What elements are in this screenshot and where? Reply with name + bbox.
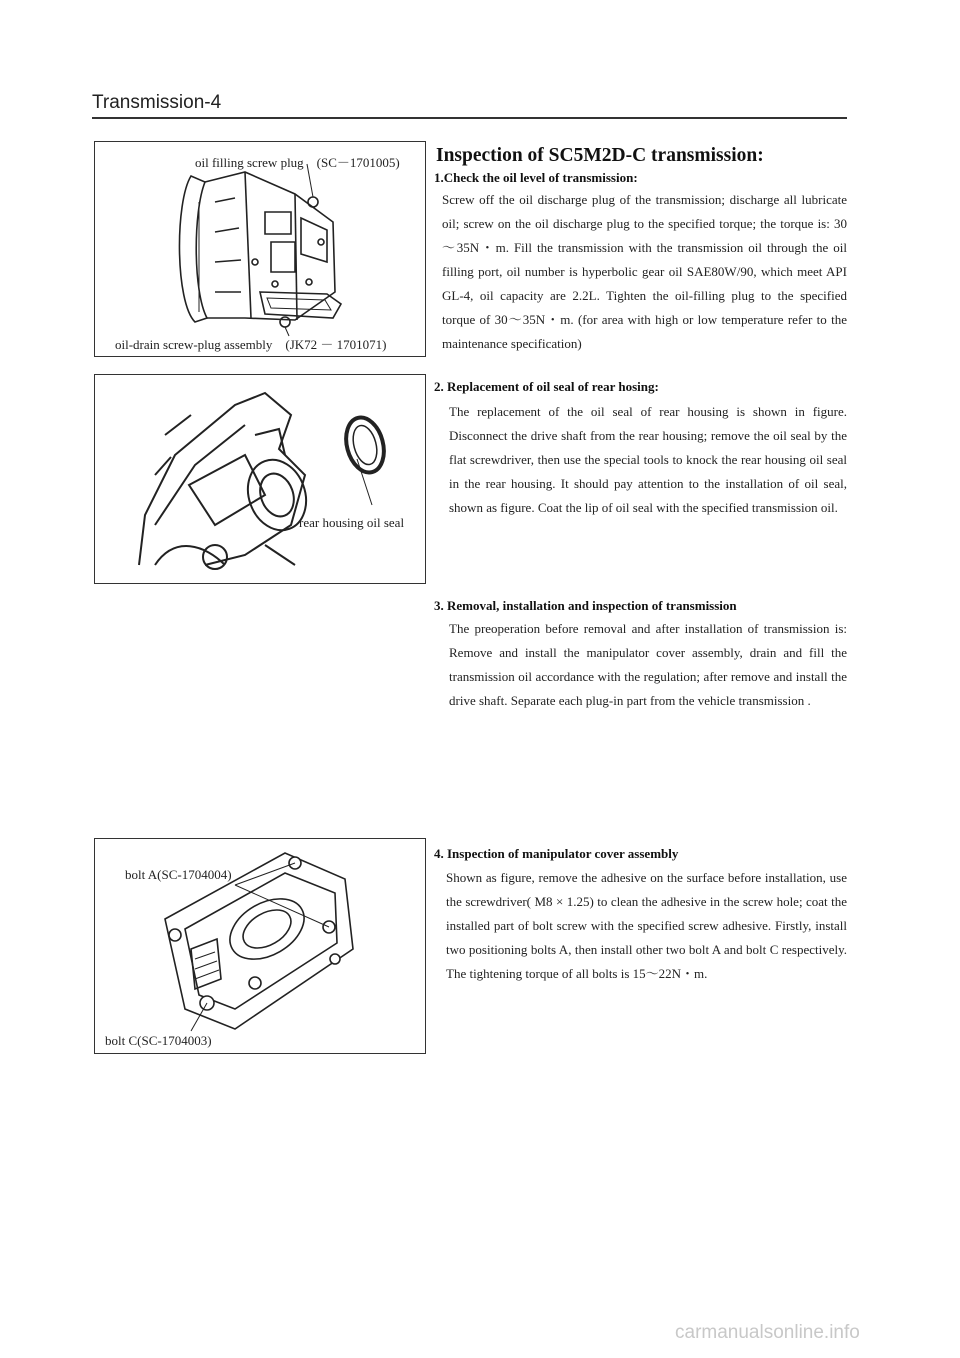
bolt-a-label: bolt A(SC-1704004) [125, 867, 232, 882]
figure-rear-housing-oil-seal [94, 374, 426, 584]
rear-housing-oil-seal-label: rear housing oil seal [299, 515, 405, 530]
section-1-heading: 1.Check the oil level of transmission: [434, 170, 638, 185]
transmission-illustration [95, 142, 425, 356]
section-4-body: Shown as figure, remove the adhesive on the surface before installation, use the screwdriver( M8 × 1.25) to clean the adhesive in the screw hole; coat the installed part of bolt screw with the specified screw adhesive. Firstly, install two positioning bolts A, then install other two bolt A and bolt C respectively. The tightening torque of all bolts is 15～22N・m. [446, 870, 847, 981]
bolt-c-label: bolt C(SC-1704003) [105, 1033, 212, 1048]
section-3-heading: 3. Removal, installation and inspection of transmission [434, 598, 737, 613]
page-header: Transmission-4 [92, 92, 222, 113]
main-title: Inspection of SC5M2D-C transmission: [436, 145, 764, 166]
section-1-body: Screw off the oil discharge plug of the transmission; discharge all lubricate oil; screw on the oil discharge plug to the specified torque; the torque is: 30～35N・m. Fill the transmission with the transmission oil through the oil filling port, oil number is hyperbolic gear oil SAE80W/90, which meet API GL-4, oil capacity are 2.2L. Tighten the oil-filling plug to the specified torque of 30～35N・m. (for area with high or low temperature refer to the maintenance specification) [442, 192, 847, 351]
header-rule [92, 117, 847, 119]
section-4-heading: 4. Inspection of manipulator cover assembly [434, 846, 679, 861]
figure-transmission-oil-plugs [94, 141, 426, 357]
section-3-body: The preoperation before removal and after installation of transmission is: Remove and install the manipulator cover assembly, drain and fill the transmission oil accordance with the regulation; after remove and install the drive shaft. Separate each plug-in part from the vehicle transmission . [449, 621, 847, 708]
rear-housing-illustration [95, 375, 425, 583]
oil-drain-plug-label: oil-drain screw-plug assembly (JK72 － 1701071) [115, 337, 387, 352]
section-2-body: The replacement of the oil seal of rear housing is shown in figure. Disconnect the drive shaft from the rear housing; remove the oil seal by the flat screwdriver, then use the special tools to knock the rear housing oil seal in the rear housing. It should pay attention to the installation of oil seal, shown as figure. Coat the lip of oil seal with the specified transmission oil. [449, 404, 847, 515]
section-2-heading: 2. Replacement of oil seal of rear hosing: [434, 379, 659, 394]
figure-manipulator-cover [94, 838, 426, 1054]
oil-filling-plug-label: oil filling screw plug (SC－1701005) [195, 155, 400, 170]
watermark: carmanualsonline.info [675, 1322, 860, 1343]
